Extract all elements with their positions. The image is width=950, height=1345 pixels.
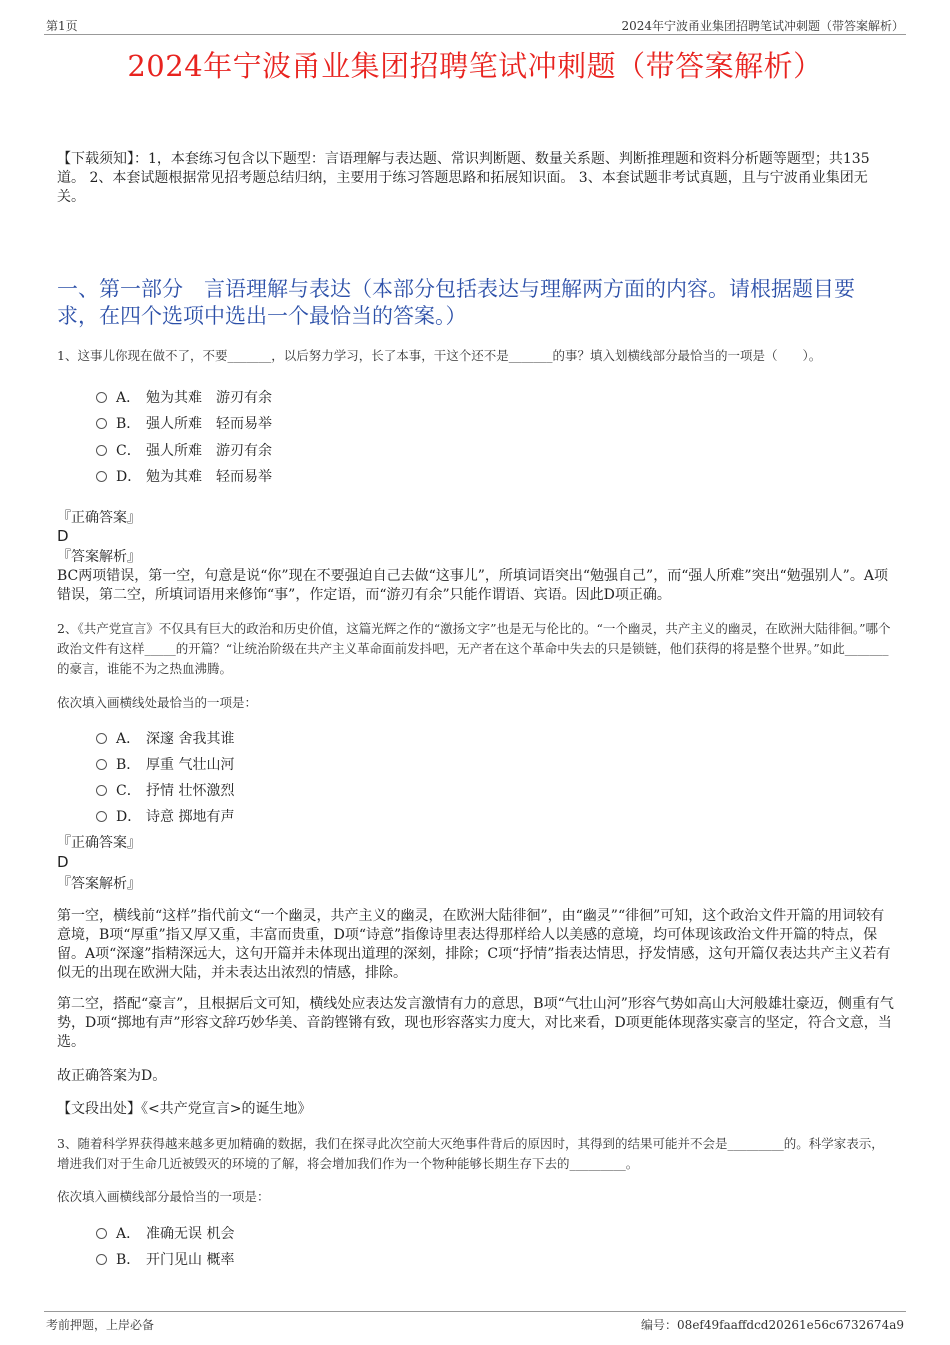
page-title: 2024年宁波甬业集团招聘笔试冲刺题（带答案解析） bbox=[127, 49, 823, 83]
question-1-text: 1、这事儿你现在做不了，不要_______，以后努力学习，长了本事，干这个还不是_______的事？填入划横线部分最恰当的一项是（ ）。 bbox=[57, 348, 822, 363]
option-label: C． bbox=[116, 783, 141, 799]
option-label: B． bbox=[116, 416, 141, 432]
option-text: 准确无误 机会 bbox=[146, 1226, 235, 1242]
q2-option-c[interactable] bbox=[96, 781, 234, 801]
option-text: 强人所难 轻而易举 bbox=[146, 416, 272, 432]
q1-option-c[interactable] bbox=[96, 441, 272, 461]
q3-option-b[interactable] bbox=[96, 1250, 234, 1270]
section-heading: 一、第一部分 言语理解与表达（本部分包括表达与理解两方面的内容。请根据题目要求，在四个选项中选出一个最恰当的答案。） bbox=[57, 277, 855, 328]
q1-analysis: BC两项错误，第一空，句意是说“你”现在不要强迫自己去做“这事儿”，所填词语突出“勉强自己”，而“强人所难”突出“勉强别人”。A项错误，第二空，所填词语用来修饰“事”，作定语，而“游刃有余”只能作谓语、宾语。因此D项正确。 bbox=[57, 568, 888, 603]
q1-analysis-label: 『答案解析』 bbox=[57, 549, 141, 565]
question-3-prompt: 依次填入画横线部分最恰当的一项是： bbox=[57, 1189, 270, 1204]
q1-answer-label: 『正确答案』 bbox=[57, 510, 141, 526]
q2-option-d[interactable] bbox=[96, 807, 234, 827]
radio-icon[interactable] bbox=[96, 759, 107, 770]
page-number: 第1页 bbox=[46, 19, 78, 33]
q2-analysis-paragraph-3: 故正确答案为D。 bbox=[57, 1068, 167, 1084]
option-text: 勉为其难 游刃有余 bbox=[146, 390, 272, 406]
footer-divider bbox=[44, 1311, 906, 1312]
q2-option-a[interactable] bbox=[96, 729, 234, 749]
q2-analysis-label: 『答案解析』 bbox=[57, 876, 141, 892]
question-2-text: 2、《共产党宣言》不仅具有巨大的政治和历史价值，这篇光辉之作的“激扬文字”也是无与伦比的。“一个幽灵，共产主义的幽灵，在欧洲大陆徘徊。”哪个政治文件有这样_____的开篇？“让统治阶级在共产主义革命面前发抖吧，无产者在这个革命中失去的只是锁链，他们获得的将是整个世界。”如此_______的豪言，谁能不为之热血沸腾。 bbox=[57, 621, 891, 676]
q2-analysis-paragraph-1: 第一空，横线前“这样”指代前文“一个幽灵，共产主义的幽灵，在欧洲大陆徘徊”，由“幽灵”“徘徊”可知，这个政治文件开篇的用词较有意境，B项“厚重”指又厚又重，丰富而贵重，D项“诗意”指像诗里表达得那样给人以美感的意境，均可体现该政治文件开篇的特点，保留。A项“深邃”指精深远大，这句开篇并未体现出道理的深刻，排除；C项“抒情”指表达情思，抒发情感，这句开篇仅表达共产主义若有似无的出现在欧洲大陆，并未表达出浓烈的情感，排除。 bbox=[57, 908, 891, 981]
radio-icon[interactable] bbox=[96, 785, 107, 796]
option-label: C． bbox=[116, 443, 141, 459]
q2-option-b[interactable] bbox=[96, 755, 234, 775]
option-text: 厚重 气壮山河 bbox=[146, 757, 235, 773]
question-2-prompt: 依次填入画横线处最恰当的一项是： bbox=[57, 695, 258, 710]
q2-analysis-paragraph-2: 第二空，搭配“豪言”，且根据后文可知，横线处应表达发言激情有力的意思，B项“气壮山河”形容气势如高山大河般雄壮豪迈，侧重有气势，D项“掷地有声”形容文辞巧妙华美、音韵铿锵有致，现也形容落实力度大，对比来看，D项更能体现落实豪言的坚定，符合文意，当选。 bbox=[57, 996, 894, 1050]
option-label: D． bbox=[116, 469, 142, 485]
option-text: 勉为其难 轻而易举 bbox=[146, 469, 272, 485]
q2-answer-label: 『正确答案』 bbox=[57, 835, 141, 851]
header-doc-title: 2024年宁波甬业集团招聘笔试冲刺题（带答案解析） bbox=[621, 19, 904, 33]
q1-option-b[interactable] bbox=[96, 414, 272, 434]
option-text: 抒情 壮怀激烈 bbox=[146, 783, 235, 799]
question-3-text: 3、随着科学界获得越来越多更加精确的数据，我们在探寻此次空前大灭绝事件背后的原因时，其得到的结果可能并不会是_________的。科学家表示，增进我们对于生命几近被毁灭的环境的了解，将会增加我们作为一个物种能够长期生存下去的_________。 bbox=[57, 1136, 884, 1171]
radio-icon[interactable] bbox=[96, 733, 107, 744]
q1-answer: D bbox=[57, 527, 69, 545]
q3-option-a[interactable] bbox=[96, 1224, 234, 1244]
option-label: A． bbox=[116, 1226, 141, 1242]
radio-icon[interactable] bbox=[96, 392, 107, 403]
q1-option-a[interactable] bbox=[96, 388, 272, 408]
radio-icon[interactable] bbox=[96, 811, 107, 822]
radio-icon[interactable] bbox=[96, 445, 107, 456]
option-label: D． bbox=[116, 809, 142, 825]
option-label: A． bbox=[116, 390, 141, 406]
option-text: 深邃 舍我其谁 bbox=[146, 731, 235, 747]
footer-slogan: 考前押题，上岸必备 bbox=[46, 1318, 155, 1332]
header-divider bbox=[44, 34, 906, 35]
radio-icon[interactable] bbox=[96, 471, 107, 482]
radio-icon[interactable] bbox=[96, 1228, 107, 1239]
q2-source: 【文段出处】《<共产党宣言>的诞生地》 bbox=[57, 1101, 312, 1117]
footer-serial: 编号：08ef49faaffdcd20261e56c6732674a9 bbox=[641, 1318, 904, 1332]
option-text: 诗意 掷地有声 bbox=[146, 809, 235, 825]
download-notice: 【下载须知】：1，本套练习包含以下题型：言语理解与表达题、常识判断题、数量关系题、判断推理题和资料分析题等题型；共135道。 2、本套试题根据常见招考题总结归纳，主要用于练习答题思路和拓展知识面。 3、本套试题非考试真题，且与宁波甬业集团无关。 bbox=[57, 151, 870, 205]
q2-answer: D bbox=[57, 853, 69, 871]
option-text: 强人所难 游刃有余 bbox=[146, 443, 272, 459]
radio-icon[interactable] bbox=[96, 1254, 107, 1265]
option-label: B． bbox=[116, 757, 141, 773]
radio-icon[interactable] bbox=[96, 418, 107, 429]
q1-option-d[interactable] bbox=[96, 467, 272, 487]
option-text: 开门见山 概率 bbox=[146, 1252, 235, 1268]
option-label: B． bbox=[116, 1252, 141, 1268]
option-label: A． bbox=[116, 731, 141, 747]
